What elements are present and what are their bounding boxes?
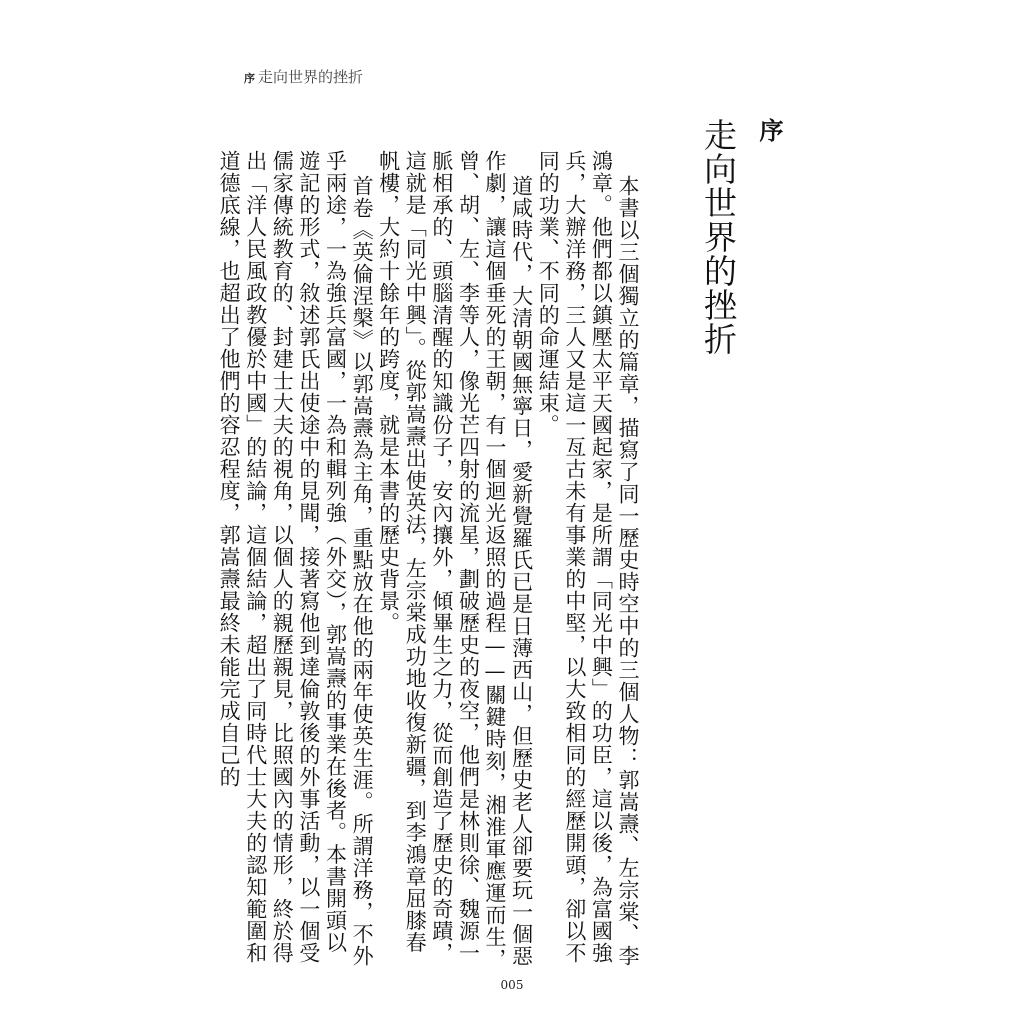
running-header-mark: 序 [244, 72, 255, 85]
paragraph: 本書以三個獨立的篇章，描寫了同一歷史時空中的三個人物：郭嵩燾、左宗棠、李鴻章。他們都以鎮壓太平天國起家，是所謂「同光中興」的功臣，這以後，為富國強兵，大辦洋務，三人又是這一亙古未有事業的中堅，以大致相同的經歷開頭，卻以不同的功業、不同的命運結束。 [536, 150, 640, 968]
running-header-title: 走向世界的挫折 [258, 68, 364, 86]
body-text [217, 150, 641, 975]
running-header [244, 66, 363, 87]
chapter-title: 走向世界的挫折 [699, 118, 738, 356]
paragraph: 首卷《英倫涅槃》以郭嵩燾為主角，重點放在他的兩年使英生涯。所謂洋務，不外乎兩途，一為強兵富國，一為和輯列強（外交），郭嵩燾的事業在後者。本書開頭以遊記的形式，敘述郭氏出使途中的見聞，接著寫他到達倫敦後的外事活動，以一個受儒家傳統教育的、封建士大夫的視角，以個人的親歷親見，比照國內的情形，終於得出「洋人民風政教優於中國」的結論，這個結論，超出了同時代士大夫的認知範圍和道德底線，也超出了他們的容忍程度，郭嵩燾最終未能完成自己的 [217, 150, 375, 968]
preface-label: 序 [755, 118, 783, 142]
paragraph: 道咸時代，大清朝國無寧日，愛新覺羅氏已是日薄西山，但歷史老人卻要玩一個惡作劇，讓這個垂死的王朝，有一個迴光返照的過程——關鍵時刻，湘淮軍應運而生，曾、胡、左、李等人，像光芒四射的流星，劃破歷史的夜空，他們是林則徐、魏源一脈相承的、頭腦清醒的知識份子，安內攘外，傾畢生之力，從而創造了歷史的奇蹟，這就是「同光中興」。從郭嵩燾出使英法，左宗棠成功地收復新疆，到李鴻章屈膝春帆樓，大約十餘年的跨度，就是本書的歷史背景。 [376, 150, 534, 970]
page-number: 005 [500, 978, 524, 992]
